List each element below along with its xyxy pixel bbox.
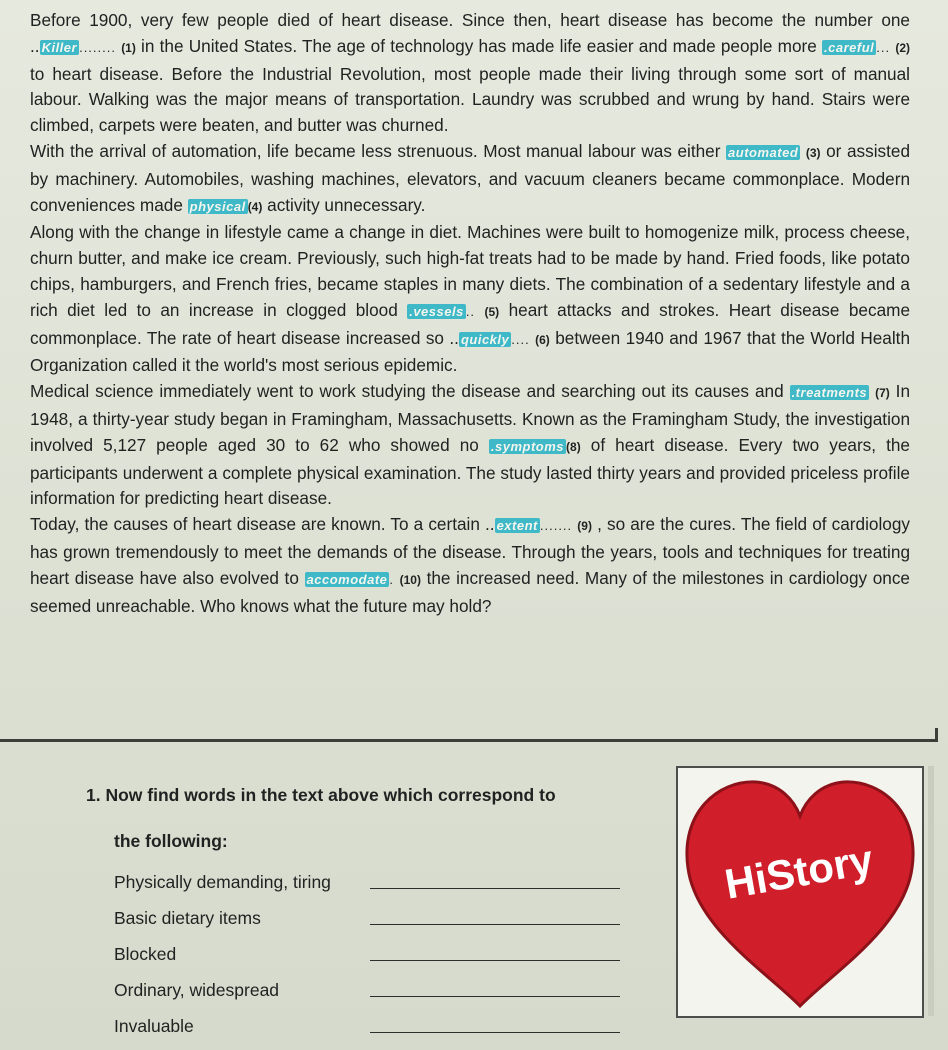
answer-line[interactable] xyxy=(370,960,620,961)
dots: .... xyxy=(511,331,530,347)
dots: ....... xyxy=(539,518,573,534)
answer-blank-5 xyxy=(407,300,499,320)
paragraph-5 xyxy=(30,512,910,619)
dots: . xyxy=(389,571,395,587)
handwritten-answer: .treatments xyxy=(791,385,868,401)
text-run: In 1948, a thirty-year study began in Framingham, Massachusetts. Known as the Framingham Study, the investigation involved 5,127 people aged 30 to 62 who showed no xyxy=(30,381,911,455)
answer-blank-6 xyxy=(459,328,550,348)
passage-frame-edge xyxy=(0,728,938,742)
answer-blank-4 xyxy=(188,195,263,215)
handwritten-answer: quickly xyxy=(460,331,510,347)
exercise-item xyxy=(86,936,646,972)
answer-blank-9 xyxy=(495,514,592,534)
handwritten-answer: Killer xyxy=(41,39,78,55)
handwritten-answer: .careful xyxy=(824,39,875,55)
text-run: the increased need. Many of the milestones in cardiology once seemed unreachable. Who knows what the future may hold? xyxy=(30,567,910,616)
exercise-prompt: Invaluable xyxy=(114,1016,194,1036)
handwritten-answer: physical xyxy=(189,198,246,214)
paragraph-2 xyxy=(30,139,910,220)
blank-number: (4) xyxy=(247,199,263,214)
exercise-section xyxy=(86,772,646,1044)
text-run: Today, the causes of heart disease are known. To a certain .. xyxy=(30,514,495,535)
paragraph-3 xyxy=(30,220,910,379)
dots: ........ xyxy=(79,39,116,55)
blank-number: (5) xyxy=(484,304,500,319)
exercise-prompt: Physically demanding, tiring xyxy=(114,872,331,892)
exercise-item xyxy=(86,900,646,936)
logo-shadow xyxy=(928,766,934,1016)
answer-line[interactable] xyxy=(370,996,620,997)
blank-number: (10) xyxy=(399,572,421,587)
answer-blank-7 xyxy=(790,381,890,401)
handwritten-answer: .symptoms xyxy=(490,438,565,454)
blank-number: (9) xyxy=(577,519,592,534)
answer-blank-3 xyxy=(726,141,820,161)
reading-passage xyxy=(30,8,910,619)
answer-blank-2 xyxy=(822,36,910,56)
text-run: Medical science immediately went to work studying the disease and searching out its causes and xyxy=(30,381,790,402)
history-logo-text: HiStory xyxy=(721,835,877,908)
exercise-prompt: Basic dietary items xyxy=(114,908,261,928)
text-run: Along with the change in lifestyle came a change in diet. Machines were built to homogenize milk, process cheese, churn butter, and make ice cream. Previously, such high-fat treats had to be made by hand. Fried foods, like potato chips, hamburgers, and French fries, became staples in many diets. The combination of a sedentary lifestyle and a rich diet led to an increase in clogged blood xyxy=(30,222,910,320)
paragraph-1 xyxy=(30,8,910,139)
text-run: of heart disease. Every two years, the participants underwent a complete physical examination. The study lasted thirty years and provided priceless profile information for predicting heart disease. xyxy=(30,434,910,509)
text-run: , so are the cures. The field of cardiology has grown tremendously to meet the demands of the disease. Through the years, tools and techniques for treating heart disease have also evolved to xyxy=(30,514,910,588)
blank-number: (1) xyxy=(121,40,136,55)
text-run: in the United States. The age of technology has made life easier and made people more xyxy=(135,35,823,56)
blank-number: (2) xyxy=(895,40,911,55)
exercise-prompt: Ordinary, widespread xyxy=(114,980,280,1000)
answer-line[interactable] xyxy=(370,924,620,925)
answer-blank-10 xyxy=(305,568,421,588)
text-run: or assisted by machinery. Automobiles, washing machines, elevators, and vacuum cleaners became commonplace. Modern conveniences made xyxy=(30,140,910,215)
paragraph-4 xyxy=(30,379,910,512)
answer-blank-1 xyxy=(40,36,136,56)
exercise-prompt: Blocked xyxy=(114,944,177,964)
blank-number: (7) xyxy=(875,386,890,401)
text-run: between 1940 and 1967 that the World Health Organization called it the world's most serious epidemic. xyxy=(30,327,911,376)
exercise-title-continued: the following: xyxy=(114,831,228,851)
blank-number: (6) xyxy=(535,332,550,347)
answer-line[interactable] xyxy=(370,1032,620,1033)
history-logo xyxy=(676,766,924,1018)
exercise-item xyxy=(86,972,646,1008)
dots: .. xyxy=(465,303,476,319)
exercise-item xyxy=(86,1008,646,1044)
handwritten-answer: .vessels xyxy=(409,303,464,319)
dots: ... xyxy=(876,39,891,55)
text-run: activity unnecessary. xyxy=(262,194,426,215)
handwritten-answer: automated xyxy=(728,144,799,160)
blank-number: (3) xyxy=(805,145,821,160)
handwritten-answer: extent xyxy=(496,518,538,534)
text-run: Before 1900, very few people died of heart disease. Since then, heart disease has become the number one .. xyxy=(30,10,910,56)
text-run: heart attacks and strokes. Heart disease became commonplace. The rate of heart disease increased so .. xyxy=(30,299,911,348)
text-run: With the arrival of automation, life became less strenuous. Most manual labour was either xyxy=(30,140,727,161)
answer-line[interactable] xyxy=(370,888,620,889)
blank-number: (8) xyxy=(566,439,581,454)
handwritten-answer: accomodate xyxy=(306,571,388,587)
heart-icon xyxy=(678,768,922,1016)
exercise-title: 1. Now find words in the text above which correspond to xyxy=(86,785,556,805)
answer-blank-8 xyxy=(489,435,581,455)
exercise-item xyxy=(86,864,646,900)
text-run: to heart disease. Before the Industrial Revolution, most people made their living through some sort of manual labour. Walking was the major means of transportation. Laundry was scrubbed and wrung by hand. Stairs were climbed, carpets were beaten, and butter was churned. xyxy=(30,63,910,136)
